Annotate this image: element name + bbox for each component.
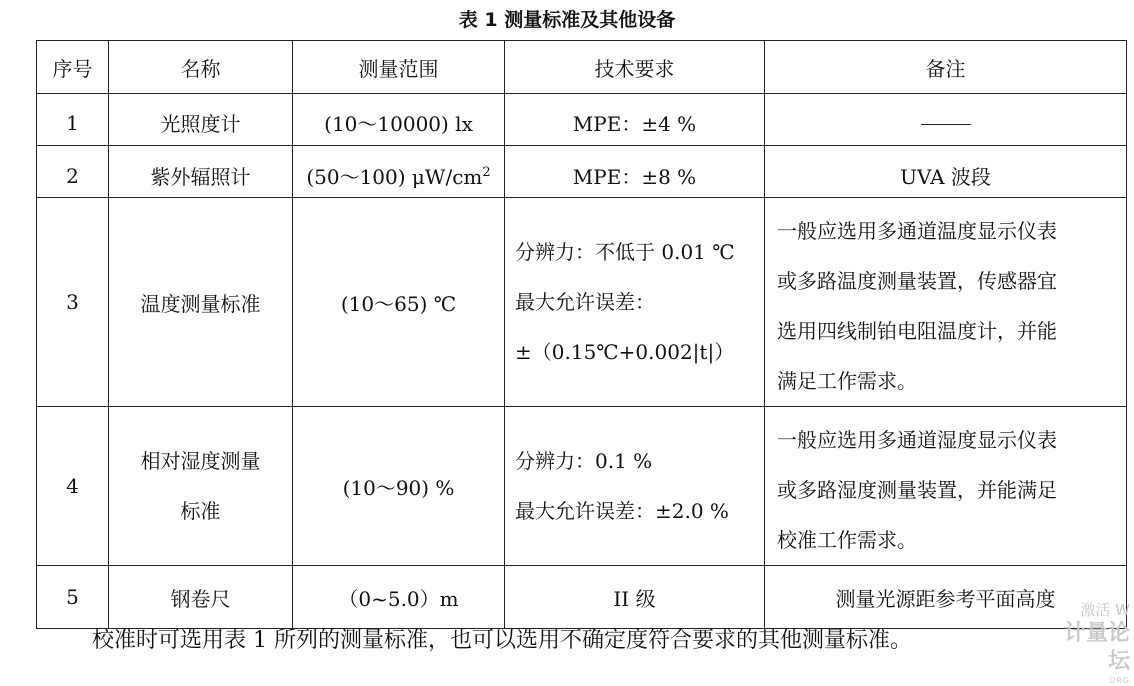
cell-range: (10～90) % <box>293 407 505 566</box>
cell-name: 光照度计 <box>109 94 293 146</box>
cell-requirement <box>505 407 765 566</box>
notes-line: 校准工作需求。 <box>777 528 917 552</box>
cell-name: 温度测量标准 <box>109 198 293 407</box>
requirement-line: 分辨力：不低于 0.01 ℃ <box>515 240 735 264</box>
table-row <box>37 94 1127 146</box>
notes-line: 一般应选用多通道温度显示仪表 <box>777 219 1057 243</box>
requirement-line: 最大允许误差： <box>515 290 655 314</box>
table-row <box>37 198 1127 407</box>
range-text: (50～100) μW/cm <box>306 165 483 189</box>
cell-requirement <box>505 198 765 407</box>
cell-notes <box>765 407 1127 566</box>
requirement-line: 分辨力：0.1 % <box>515 449 653 473</box>
cell-name: 紫外辐照计 <box>109 146 293 198</box>
notes-line: 选用四线制铂电阻温度计，并能 <box>777 319 1057 343</box>
footer-paragraph: 校准时可选用表 1 所列的测量标准，也可以选用不确定度符合要求的其他测量标准。 <box>92 628 912 653</box>
cell-range <box>293 146 505 198</box>
em-dash-line <box>921 124 971 125</box>
cell-no: 2 <box>37 146 109 198</box>
notes-line: 满足工作需求。 <box>777 369 917 393</box>
requirement-line: 最大允许误差：±2.0 % <box>515 499 729 523</box>
table-caption: 表 1 测量标准及其他设备 <box>458 9 676 31</box>
table-row <box>37 566 1127 629</box>
watermark-line: ORG <box>1108 676 1130 685</box>
notes-line: 一般应选用多通道湿度显示仪表 <box>777 428 1057 452</box>
watermark-line: 激活 W <box>1080 601 1130 619</box>
cell-notes <box>765 94 1127 146</box>
header-name: 名称 <box>109 41 293 94</box>
cell-name <box>109 407 293 566</box>
cell-notes: 测量光源距参考平面高度 <box>765 566 1127 629</box>
notes-line: 或多路湿度测量装置，并能满足 <box>777 478 1057 502</box>
header-notes: 备注 <box>765 41 1127 94</box>
cell-no: 1 <box>37 94 109 146</box>
table-row <box>37 146 1127 198</box>
cell-requirement: MPE：±4 % <box>505 94 765 146</box>
name-line: 标准 <box>180 499 221 523</box>
cell-range: (10～65) ℃ <box>293 198 505 407</box>
header-range: 测量范围 <box>293 41 505 94</box>
table-header-row <box>37 41 1127 94</box>
range-superscript: 2 <box>482 165 491 180</box>
watermark-logo-text: 计量论坛 <box>1063 621 1130 674</box>
cell-range: （0~5.0）m <box>293 566 505 629</box>
standards-table <box>36 40 1127 629</box>
cell-no: 3 <box>37 198 109 407</box>
cell-name: 钢卷尺 <box>109 566 293 629</box>
header-no: 序号 <box>37 41 109 94</box>
cell-requirement: MPE：±8 % <box>505 146 765 198</box>
cell-notes: UVA 波段 <box>765 146 1127 198</box>
header-requirement: 技术要求 <box>505 41 765 94</box>
notes-line: 或多路温度测量装置，传感器宜 <box>777 269 1057 293</box>
cell-no: 4 <box>37 407 109 566</box>
table-row <box>37 407 1127 566</box>
cell-notes <box>765 198 1127 407</box>
cell-no: 5 <box>37 566 109 629</box>
name-line: 相对湿度测量 <box>140 449 261 473</box>
cell-range: (10～10000) lx <box>293 94 505 146</box>
cell-requirement: II 级 <box>505 566 765 629</box>
requirement-line: ±（0.15℃+0.002|t|） <box>515 340 735 364</box>
